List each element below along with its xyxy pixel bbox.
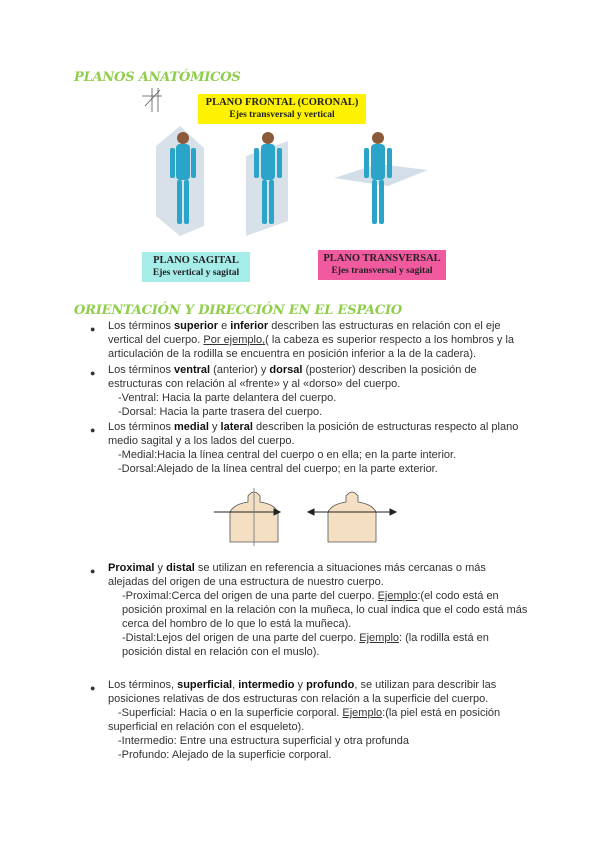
text: Los términos, [108,679,178,691]
anatomical-planes-figure [138,86,448,286]
paragraph-superior-inferior [108,319,528,361]
medial-lateral-diagram [208,486,408,548]
term-medial: medial [174,421,209,433]
paragraph-ventral-dorsal [108,363,528,419]
line-lateral: -Dorsal:Alejado de la línea central del cuerpo; en la parte exterior. [118,463,438,475]
text: e [218,320,231,332]
text: -Superficial: Hacia o en la superficie corporal. [118,707,343,719]
text: se utilizan en referencia a situaciones más cercanas o más alejadas del origen de una estructura de nuestro cuerpo. [108,562,486,588]
text: describen la posición de estructuras respecto al plano medio sagital y a los lados del cuerpo. [108,421,519,447]
term-ventral: ventral [174,364,211,376]
term-distal: distal [166,562,195,574]
term-superior: superior [174,320,219,332]
text: y [208,421,221,433]
text: -Distal:Lejos del origen de una parte del cuerpo. [122,632,360,644]
heading-planos-anatomicos: PLANOS ANATÓMICOS [74,70,241,85]
term-lateral: lateral [220,421,253,433]
text: y [154,562,167,574]
bullet-icon: ● [90,368,96,378]
line-distal [108,631,528,659]
ejemplo-link: Ejemplo [359,632,400,644]
text: , [232,679,239,691]
label-sagital-plane [142,252,250,282]
text: Los términos [108,421,175,433]
line-ventral: -Ventral: Hacia la parte delantera del cuerpo. [118,392,337,404]
frontal-title: PLANO FRONTAL (CORONAL) [205,97,359,108]
line-proximal [108,589,528,631]
line-superficial [108,706,528,734]
trans-sub: Ejes transversal y sagital [331,266,433,276]
paragraph-superficial-profundo [108,678,528,762]
text: Los términos [108,364,175,376]
axes-icon [142,88,162,112]
text: : (la rodilla está en posición distal en relación con el muslo). [122,632,489,658]
label-transversal-plane [318,250,446,280]
text: describen las estructuras en relación con el eje vertical del cuerpo. [108,320,501,346]
term-superficial: superficial [177,679,233,691]
text: y [294,679,307,691]
ejemplo-link: Ejemplo [342,707,383,719]
line-profundo: -Profundo: Alejado de la superficie corporal. [118,749,332,761]
line-intermedio: -Intermedio: Entre una estructura superficial y otra profunda [118,735,410,747]
term-intermedio: intermedio [238,679,295,691]
paragraph-medial-lateral [108,420,528,476]
text: (posterior) describen la posición de estructuras con relación al «frente» y al «dorso» del cuerpo. [108,364,477,390]
text: :(el codo está en posición proximal en la relación con la muñeca, lo cual indica que el codo está más cerca del hombro de lo que lo está la muñeca). [122,590,528,630]
label-frontal-plane [198,94,366,124]
paragraph-proximal-distal [108,561,528,659]
trans-title: PLANO TRANSVERSAL [323,253,441,264]
heading-orientacion: ORIENTACIÓN Y DIRECCIÓN EN EL ESPACIO [74,303,403,318]
term-inferior: inferior [230,320,269,332]
frontal-sub: Ejes transversal y vertical [229,110,335,120]
bullet-icon: ● [90,324,96,334]
term-proximal: Proximal [108,562,155,574]
text: Los términos [108,320,175,332]
torso-front-shape [328,492,376,542]
ejemplo-link: Ejemplo [377,590,418,602]
term-dorsal: dorsal [269,364,303,376]
text: , se utilizan para describir las posiciones relativas de dos estructuras con relación a la superficie del cuerpo. [108,679,497,705]
term-profundo: profundo [306,679,355,691]
sagital-sub: Ejes vertical y sagital [152,268,240,278]
bullet-icon: ● [90,566,96,576]
text: ( la cabeza es superior respecto a los hombros y la articulación de la rodilla se encuentra en posición inferior a la de la cadera). [108,334,514,360]
text: (anterior) y [210,364,270,376]
bullet-icon: ● [90,683,96,693]
sagital-title: PLANO SAGITAL [153,255,239,266]
text: -Proximal:Cerca del origen de una parte del cuerpo. [122,590,378,602]
bullet-icon: ● [90,425,96,435]
line-dorsal: -Dorsal: Hacia la parte trasera del cuerpo. [118,406,323,418]
line-medial: -Medial:Hacia la línea central del cuerpo o en ella; en la parte interior. [118,449,457,461]
text: :(la piel está en posición superficial en relación con el esqueleto). [108,707,501,733]
ejemplo-link: Por ejemplo, [203,334,266,346]
